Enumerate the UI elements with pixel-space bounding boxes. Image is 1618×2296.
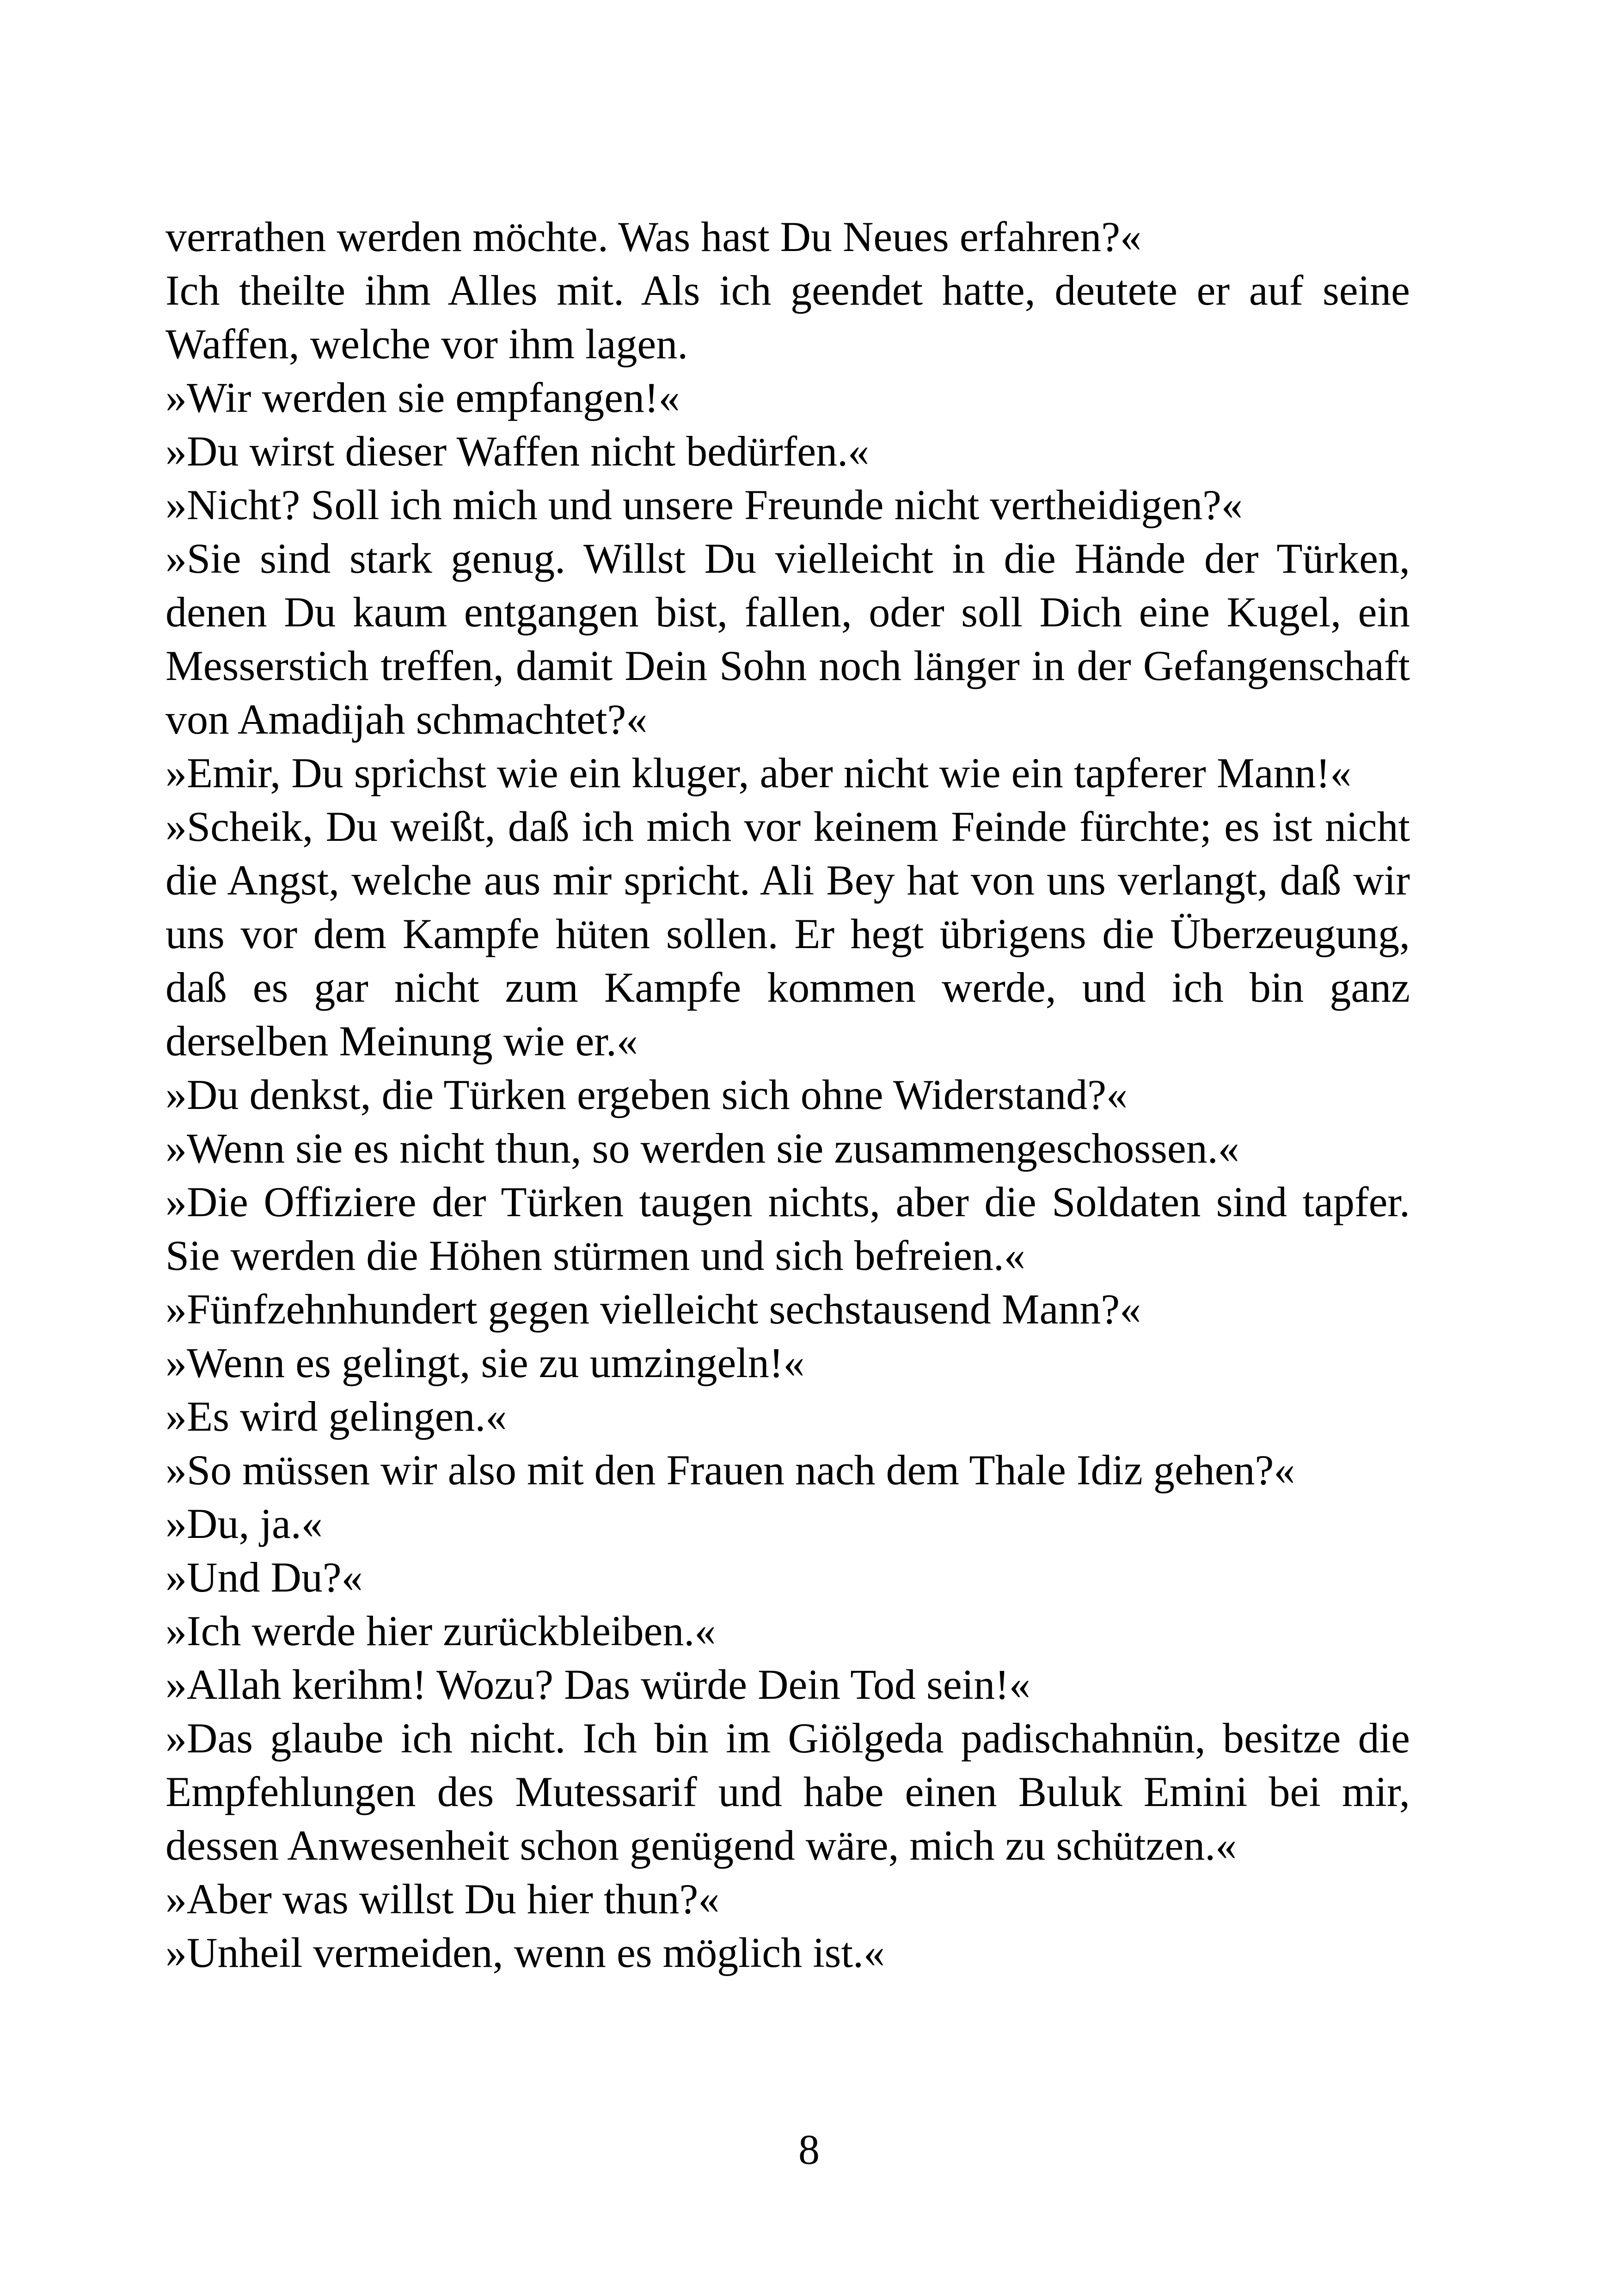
- paragraph: »Du wirst dieser Waffen nicht bedürfen.«: [165, 428, 870, 475]
- paragraph: »Emir, Du sprichst wie ein kluger, aber nicht wie ein tapferer Mann!«: [165, 749, 1352, 796]
- paragraph: »Du, ja.«: [165, 1500, 323, 1547]
- paragraph: Ich theilte ihm Alles mit. Als ich geendet hatte, deutete er auf seine Waffen, welche vor ihm lagen.: [165, 267, 1410, 367]
- body-text: [165, 210, 1410, 1979]
- paragraph: »Die Offiziere der Türken taugen nichts, aber die Soldaten sind tapfer. Sie werden die Höhen stürmen und sich befreien.«: [165, 1178, 1410, 1279]
- paragraph: »Es wird gelingen.«: [165, 1393, 507, 1440]
- page-number: 8: [798, 2126, 820, 2173]
- paragraph: »Sie sind stark genug. Willst Du vielleicht in die Hände der Türken, denen Du kaum entgangen bist, fallen, oder soll Dich eine Kugel, ein Messerstich treffen, damit Dein Sohn noch länger in der Gefangenschaft von Amadijah schmachtet?«: [165, 535, 1410, 743]
- paragraph: »Aber was willst Du hier thun?«: [165, 1875, 720, 1923]
- paragraph: »Nicht? Soll ich mich und unsere Freunde nicht vertheidigen?«: [165, 481, 1243, 528]
- paragraph: »Du denkst, die Türken ergeben sich ohne Widerstand?«: [165, 1071, 1128, 1118]
- paragraph: »Fünfzehnhundert gegen vielleicht sechstausend Mann?«: [165, 1286, 1141, 1333]
- paragraph: »Das glaube ich nicht. Ich bin im Giölgeda padischahnün, besitze die Empfehlungen des Mutessarif und habe einen Buluk Emini bei mir, dessen Anwesenheit schon genügend wäre, mich zu schützen.«: [165, 1714, 1410, 1869]
- paragraph: »Scheik, Du weißt, daß ich mich vor keinem Feinde fürchte; es ist nicht die Angst, welche aus mir spricht. Ali Bey hat von uns verlangt, daß wir uns vor dem Kampfe hüten sollen. Er hegt übrigens die Überzeugung, daß es gar nicht zum Kampfe kommen werde, und ich bin ganz derselben Meinung wie er.«: [165, 803, 1410, 1065]
- paragraph: »Allah kerihm! Wozu? Das würde Dein Tod sein!«: [165, 1661, 1030, 1708]
- paragraph: »Unheil vermeiden, wenn es möglich ist.«: [165, 1929, 885, 1976]
- paragraph: »Wir werden sie empfangen!«: [165, 374, 680, 421]
- paragraph: »Wenn sie es nicht thun, so werden sie zusammengeschossen.«: [165, 1125, 1239, 1172]
- paragraph: »Ich werde hier zurückbleiben.«: [165, 1607, 716, 1654]
- paragraph: »Und Du?«: [165, 1554, 363, 1601]
- paragraph: verrathen werden möchte. Was hast Du Neues erfahren?«: [165, 213, 1142, 260]
- paragraph: »So müssen wir also mit den Frauen nach dem Thale Idiz gehen?«: [165, 1446, 1295, 1494]
- paragraph: »Wenn es gelingt, sie zu umzingeln!«: [165, 1339, 805, 1386]
